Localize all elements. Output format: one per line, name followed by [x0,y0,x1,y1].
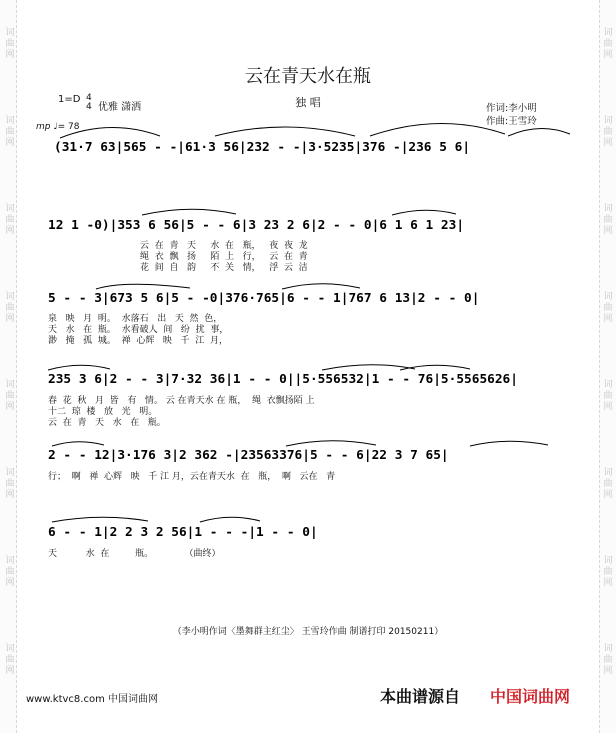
lyricist-credit: 作词:李小明 [486,103,537,114]
watermark-glyphs: 词 曲 网 [603,380,613,412]
watermark-glyphs: 词 曲 网 [5,292,15,324]
source-site-logo[interactable]: 中国词曲网 [490,687,571,706]
lyric-6-1: 天 水 在 瓶。 （曲终） [48,549,221,559]
lyric-5-1: 行； 啊 禅 心辉 映 千 江 月，云在青天水 在 瓶， 啊 云在 青 [48,472,336,482]
watermark-glyphs: 词 曲 网 [603,204,613,236]
slur-arc [52,517,148,522]
lyric-2-3: 花 间 自 韵 不 关 情， 浮 云 洁 [140,263,308,273]
song-title: 云在青天水在瓶 [245,66,371,87]
dynamic-marking: mp [36,122,51,132]
watermark-glyphs: 词 曲 网 [5,204,15,236]
time-bottom: 4 [86,102,92,112]
watermark-glyphs: 词 曲 网 [603,292,613,324]
slur-arc [200,517,260,522]
watermark-glyphs: 词 曲 网 [603,644,613,676]
slur-arc [470,441,548,446]
staff-line-3: 5 - - 3|673 5 6|5 - -0|376·765|6 - - 1|767 6 13|2 - - 0| [48,291,480,306]
watermark-glyphs: 词 曲 网 [5,468,15,500]
slur-arc [286,441,376,446]
composer-credit: 作曲:王雪玲 [486,116,537,127]
lyric-4-3: 云 在 青 天 水 在 瓶。 [48,418,166,428]
lyric-3-2: 天 水 在 瓶。 水看破人 间 纷 扰 事， [48,325,229,335]
staff-line-6: 6 - - 1|2 2 3 2 56|1 - - -|1 - - 0| [48,525,318,540]
lyric-3-1: 泉 映 月 明。 水落石 出 天 然 色， [48,314,223,324]
watermark-glyphs: 词 曲 网 [5,380,15,412]
slur-arc [142,209,236,215]
staff-line-2: 12 1 -0)|353 6 56|5 - - 6|3 23 2 6|2 - - 0|6 1 6 1 23| [48,218,465,233]
source-label: 本曲谱源自 [380,687,461,706]
watermark-glyphs: 词 曲 网 [5,116,15,148]
slur-arc [48,365,110,370]
slur-arc [400,365,470,370]
slur-arc [215,127,355,136]
song-subtitle: 独 唱 [295,96,321,109]
watermark-glyphs: 词 曲 网 [603,116,613,148]
watermark-glyphs: 词 曲 网 [5,644,15,676]
watermark-glyphs: 词 曲 网 [603,28,613,60]
slur-arc [322,365,415,370]
watermark-glyphs: 词 曲 网 [5,556,15,588]
slur-arc [60,127,160,138]
lyric-3-3: 渺 掩 孤 城。 禅 心辉 映 千 江 月， [48,336,228,346]
lyric-4-1: 春 花 秋 月 皆 有 情。 云 在青天水 在 瓶， 绳 衣飘扬陌 上 [48,396,315,406]
watermark-glyphs: 词 曲 网 [603,468,613,500]
watermark-glyphs: 词 曲 网 [603,556,613,588]
staff-line-5: 2 - - 12|3·176 3|2 362 -|23563376|5 - - 6|22 3 7 65| [48,448,449,463]
site-url[interactable]: www.ktvc8.com 中国词曲网 [26,694,159,705]
tempo-value: = 78 [57,122,80,132]
slur-arc [508,128,570,136]
lyric-2-1: 云 在 青 天 水 在 瓶， 夜 夜 龙 [140,241,308,251]
slur-arc [392,210,456,215]
quarter-note-icon: ♩ [53,122,58,132]
lyric-2-2: 绳 衣 飘 扬 陌 上 行， 云 在 青 [140,252,308,262]
lyric-4-2: 十二 琼 楼 放 光 明。 [48,407,158,417]
slur-arc [52,442,104,446]
watermark-glyphs: 词 曲 网 [5,28,15,60]
slur-arc [370,123,505,136]
staff-line-1: (31·7 63|565 - -|61·3 56|232 - -|3·5235|376 -|236 5 6| [54,140,471,155]
slur-arc [96,284,190,289]
key-signature: 1=D [58,94,81,105]
slur-arc [282,284,360,289]
score-footer: （李小明作词〈墨舞群主红尘〉 王雪玲作曲 制谱打印 20150211） [172,627,444,637]
time-top: 4 [86,93,92,103]
staff-line-4: 235 3 6|2 - - 3|7·32 36|1 - - 0||5·556532|1 - - 76|5·5565626| [48,372,518,387]
style-marking: 优雅 潇洒 [98,102,142,113]
